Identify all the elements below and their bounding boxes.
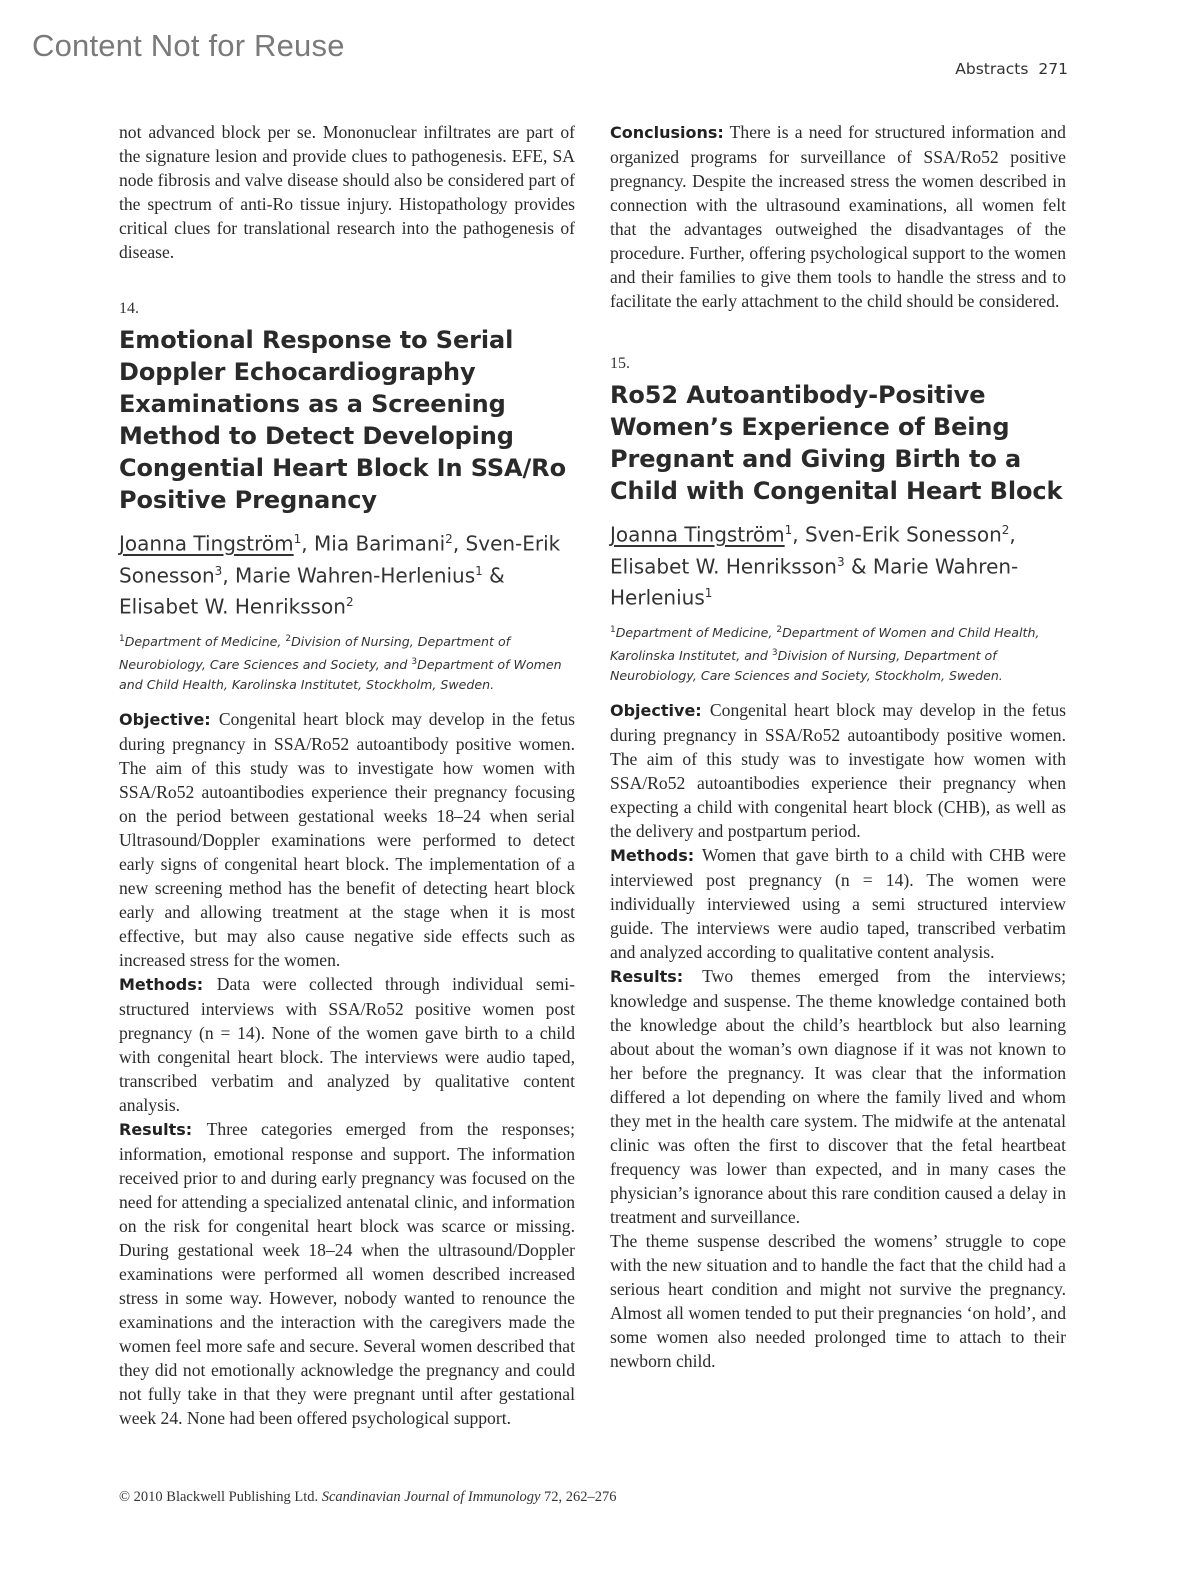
section-label: Objective: [610, 701, 710, 721]
abstract-section [119, 1117, 575, 1430]
author-list: Joanna Tingström$^1$, Sven-Erik Sonesson$^2$, Elisabet W. Henriksson$^3$ & Marie Wahren-Herlenius$^1$ [610, 522, 1019, 610]
abstract-section [610, 698, 1066, 843]
affiliation-mark: 1 [610, 624, 616, 635]
author-name: Elisabet W. Henriksson [119, 594, 346, 619]
affiliation-mark: 1 [119, 633, 125, 644]
section-label: Conclusions: [610, 123, 724, 142]
abstract-body [119, 707, 575, 1430]
author-name: Joanna Tingström [119, 531, 294, 556]
right-column [610, 120, 1066, 1373]
left-column [119, 120, 575, 1430]
page-number: 271 [1038, 60, 1068, 78]
section-label: Results: [119, 1120, 207, 1140]
affiliations [610, 620, 1066, 686]
footer [119, 1489, 617, 1506]
affiliation-text: Department of Medicine, [124, 634, 286, 650]
author-name: Mia Barimani [314, 531, 446, 556]
section-label: Abstracts [955, 60, 1029, 78]
abstract-section [119, 707, 575, 972]
section-label: Objective: [119, 710, 219, 730]
running-head [955, 60, 1068, 78]
citation: 72, 262–276 [544, 1489, 617, 1505]
author-name: Marie Wahren-Herlenius [610, 554, 1019, 610]
author-affiliation-mark: 3 [214, 563, 223, 578]
affiliation-text: Department of Women and Child Health, Karolinska Institutet, Stockholm, Sweden. [119, 657, 562, 693]
conclusion-paragraph [610, 120, 1066, 313]
watermark: Content Not for Reuse [32, 28, 345, 63]
author-name: Sven-Erik Sonesson [805, 522, 1002, 547]
author-affiliation-mark: 2 [345, 595, 354, 610]
abstract-title: Emotional Response to Serial Doppler Echocardiography Examinations as a Screening Method to Detect Developing Congential Heart Block In SSA/Ro Positive Pregnancy [119, 326, 566, 514]
author-affiliation-mark: 2 [1001, 523, 1010, 537]
section-text: Two themes emerged from the interviews; knowledge and suspense. The theme knowledge contained both the knowledge about the child’s heartblock but also learning about about the woman’s own diagnose if it was not known to her before the pregnancy. It was clear that the information differed a lot depending on where the family lived and whom they met in the health care system. The midwife at the antenatal clinic was often the first to discover that the fetal heartbeat frequency was lower than expected, and in many cases the physician’s ignorance about this rare condition caused a delay in treatment and surveillance. [610, 966, 1066, 1228]
author-name: Elisabet W. Henriksson [610, 554, 837, 579]
affiliation-text: Division of Nursing, Department of Neurobiology, Care Sciences and Society, Stockholm, Sweden. [610, 648, 1003, 684]
affiliations [119, 629, 575, 695]
copyright: © 2010 Blackwell Publishing Ltd. [119, 1489, 319, 1505]
section-text: Women that gave birth to a child with CHB were interviewed post pregnancy (n = 14). The women were individually interviewed using a semi structured interview guide. The interviews were audio taped, transcribed verbatim and analyzed according to qualitative content analysis. [610, 845, 1066, 963]
affiliation-text: Department of Women and Child Health, Karolinska Institutet, and [610, 625, 1040, 664]
author-affiliation-mark: 1 [704, 586, 713, 601]
section-text: Data were collected through individual semi-structured interviews with SSA/Ro52 positive women post pregnancy (n = 14). None of the women gave birth to a child with congenital heart block. The interviews were audio taped, transcribed verbatim and analyzed by qualitative content analysis. [119, 974, 576, 1116]
author-affiliation-mark: 1 [784, 523, 793, 537]
abstract-section [610, 964, 1066, 1229]
author-name: Sven-Erik Sonesson [119, 531, 561, 588]
author-affiliation-mark: 2 [445, 532, 453, 546]
section-text: Three categories emerged from the responses; information, emotional response and support. The information received prior to and during early pregnancy was focused on the need for attending a specialized antenatal clinic, and information on the risk for congenital heart block was scarce or missing. During gestational week 18–24 when the ultrasound/Doppler examinations were performed all women described increased stress in some way. However, nobody wanted to renounce the examinations and the interaction with the caregivers made the women feel more safe and secure. Several women described that they did not emotionally acknowledge the pregnancy and could not fully take in that they were pregnant until after gestational week 24. None had been offered psychological support. [119, 1119, 575, 1429]
author-affiliation-mark: 1 [293, 532, 302, 546]
affiliation-mark: 2 [776, 624, 783, 635]
author-name: Marie Wahren-Herlenius [235, 563, 476, 588]
abstract-body [610, 698, 1066, 1373]
section-text: Congenital heart block may develop in the fetus during pregnancy in SSA/Ro52 autoantibody positive women. The aim of this study was to investigate how women with SSA/Ro52 autoantibodies experience their pregnancy when expecting a child with congenital heart block (CHB), as well as the delivery and postpartum period. [610, 700, 1066, 842]
affiliation-text: Division of Nursing, Department of Neurobiology, Care Sciences and Society, and [119, 634, 511, 673]
section-text: Congenital heart block may develop in the fetus during pregnancy in SSA/Ro52 autoantibody positive women. The aim of this study was to investigate how women with SSA/Ro52 autoantibodies experience their pregnancy focusing on the period between gestational weeks 18–24 when serial Ultrasound/Doppler examinations were performed to detect early signs of congenital heart block. The implementation of a new screening method has the benefit of detecting heart block early and allowing treatment at the stage when it is most effective, but may also cause negative side effects such as increased stress for the women. [119, 709, 575, 971]
section-label: Methods: [610, 846, 702, 866]
section-text: There is a need for structured information and organized programs for surveillance of SSA/Ro52 positive pregnancy. Despite the increased stress the women described in connection with the ultrasound examinations, all women felt that the advantages outweighed the disadvantages of the procedure. Further, offering psychological support to the women and their families to give them tools to handle the stress and to facilitate the early attachment to the child should be considered. [610, 122, 1066, 311]
affiliation-mark: 3 [411, 657, 418, 668]
abstract-number: 14. [119, 300, 139, 317]
journal-name: Scandinavian Journal of Immunology [321, 1489, 541, 1505]
section-label: Methods: [119, 975, 217, 995]
author-affiliation-mark: 1 [475, 563, 483, 578]
section-label: Results: [610, 967, 703, 987]
affiliation-mark: 3 [771, 648, 778, 659]
abstract-title: Ro52 Autoantibody-Positive Women’s Experience of Being Pregnant and Giving Birth to a Child with Congenital Heart Block [610, 381, 1063, 505]
abstract-section [119, 972, 575, 1117]
section-text: The theme suspense described the womens’ struggle to cope with the new situation and to handle the fact that the child had a serious heart condition and might not survive the pregnancy. Almost all women tended to put their pregnancies ‘on hold’, and some women also needed prolonged time to attach to their newborn child. [610, 1231, 1066, 1372]
affiliation-mark: 2 [285, 633, 292, 644]
abstract-section [610, 843, 1066, 964]
author-affiliation-mark: 3 [836, 554, 845, 569]
affiliation-text: Department of Medicine, [615, 625, 777, 641]
abstract-number: 15. [610, 355, 630, 372]
author-name: Joanna Tingström [610, 522, 785, 547]
abstract-section [610, 1229, 1066, 1373]
continuation-paragraph: not advanced block per se. Mononuclear infiltrates are part of the signature lesion and provide clues to pathogenesis. EFE, SA node fibrosis and valve disease should also be considered part of the spectrum of anti-Ro tissue injury. Histopathology provides critical clues for translational research into the pathogenesis of disease. [119, 122, 575, 262]
author-list: Joanna Tingström$^1$, Mia Barimani$^2$, Sven-Erik Sonesson$^3$, Marie Wahren-Herlenius$^1$ & Elisabet W. Henriksson$^2$ [119, 531, 561, 619]
